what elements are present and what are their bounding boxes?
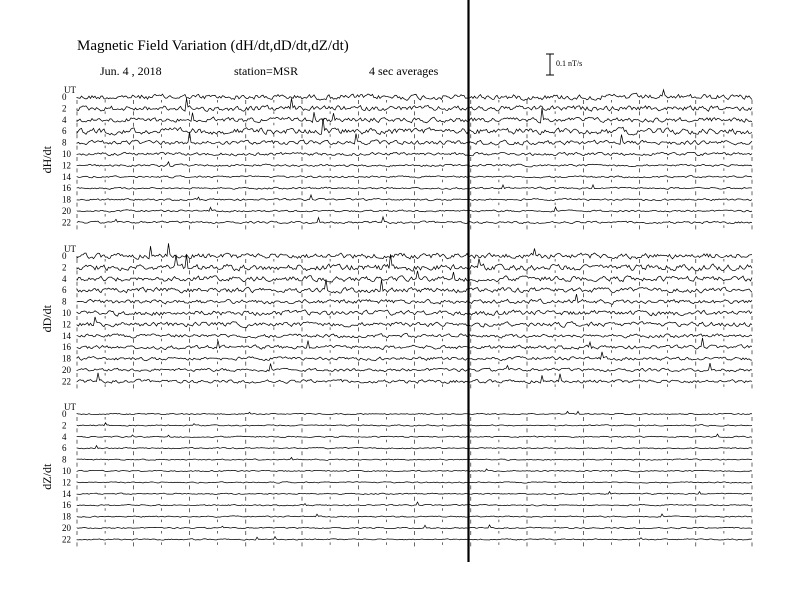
trace-line	[77, 90, 752, 101]
panel-ylabel: dD/dt	[40, 305, 54, 333]
row-label: 2	[62, 103, 67, 114]
row-label: 16	[62, 500, 71, 511]
trace-line	[77, 514, 752, 517]
trace-line	[77, 537, 752, 541]
trace-line	[77, 185, 752, 190]
row-label: 20	[62, 523, 71, 533]
row-label: 2	[62, 262, 67, 273]
row-label: 16	[62, 342, 71, 353]
row-label: 4	[62, 431, 67, 442]
trace-line	[77, 446, 752, 449]
trace-line	[77, 457, 752, 460]
trace-line	[77, 207, 752, 212]
trace-line	[77, 492, 752, 495]
trace-line	[77, 423, 752, 426]
date-label: Jun. 4 , 2018	[100, 64, 162, 78]
trace-line	[77, 411, 752, 414]
trace-line	[77, 469, 752, 472]
trace-line	[77, 525, 752, 529]
trace-line	[77, 195, 752, 201]
row-label: 14	[62, 488, 71, 499]
averaging-label: 4 sec averages	[369, 64, 439, 78]
chart-title: Magnetic Field Variation (dH/dt,dD/dt,dZ/dt)	[77, 38, 349, 54]
trace-line	[77, 132, 752, 145]
row-label: 0	[62, 92, 67, 102]
row-label: 8	[62, 296, 67, 307]
row-label: 12	[62, 477, 71, 488]
panel-ylabel: dZ/dt	[40, 463, 54, 490]
ut-label: UT	[64, 244, 76, 254]
trace-line	[77, 162, 752, 167]
row-label: 18	[62, 511, 71, 522]
trace-line	[77, 279, 752, 293]
scale-label: 0.1 nT/s	[556, 59, 583, 68]
row-label: 18	[62, 353, 71, 364]
row-label: 14	[62, 171, 71, 182]
trace-line	[77, 502, 752, 506]
row-label: 8	[62, 137, 67, 148]
trace-line	[77, 434, 752, 437]
row-label: 8	[62, 454, 67, 465]
row-label: 0	[62, 409, 67, 419]
row-label: 6	[62, 443, 67, 454]
row-label: 20	[62, 365, 71, 375]
row-label: 0	[62, 251, 67, 261]
trace-line	[77, 334, 752, 339]
row-label: 2	[62, 420, 67, 431]
row-label: 20	[62, 206, 71, 216]
ut-label: UT	[64, 85, 76, 95]
row-label: 12	[62, 319, 71, 330]
row-label: 22	[62, 534, 71, 545]
row-label: 16	[62, 183, 71, 194]
trace-line	[77, 152, 752, 156]
panel-ylabel: dH/dt	[40, 146, 54, 174]
row-label: 4	[62, 114, 67, 125]
row-label: 12	[62, 160, 71, 171]
row-label: 18	[62, 194, 71, 205]
row-label: 22	[62, 217, 71, 228]
row-label: 10	[62, 149, 71, 159]
station-label: station=MSR	[234, 64, 299, 78]
trace-line	[77, 108, 752, 123]
row-label: 14	[62, 330, 71, 341]
row-label: 4	[62, 273, 67, 284]
row-label: 6	[62, 126, 67, 137]
ut-label: UT	[64, 402, 76, 412]
row-label: 22	[62, 376, 71, 387]
trace-line	[77, 243, 752, 259]
row-label: 10	[62, 308, 71, 318]
trace-line	[77, 482, 752, 484]
trace-line	[77, 310, 752, 316]
row-label: 6	[62, 285, 67, 296]
row-label: 10	[62, 466, 71, 476]
trace-line	[77, 176, 752, 178]
